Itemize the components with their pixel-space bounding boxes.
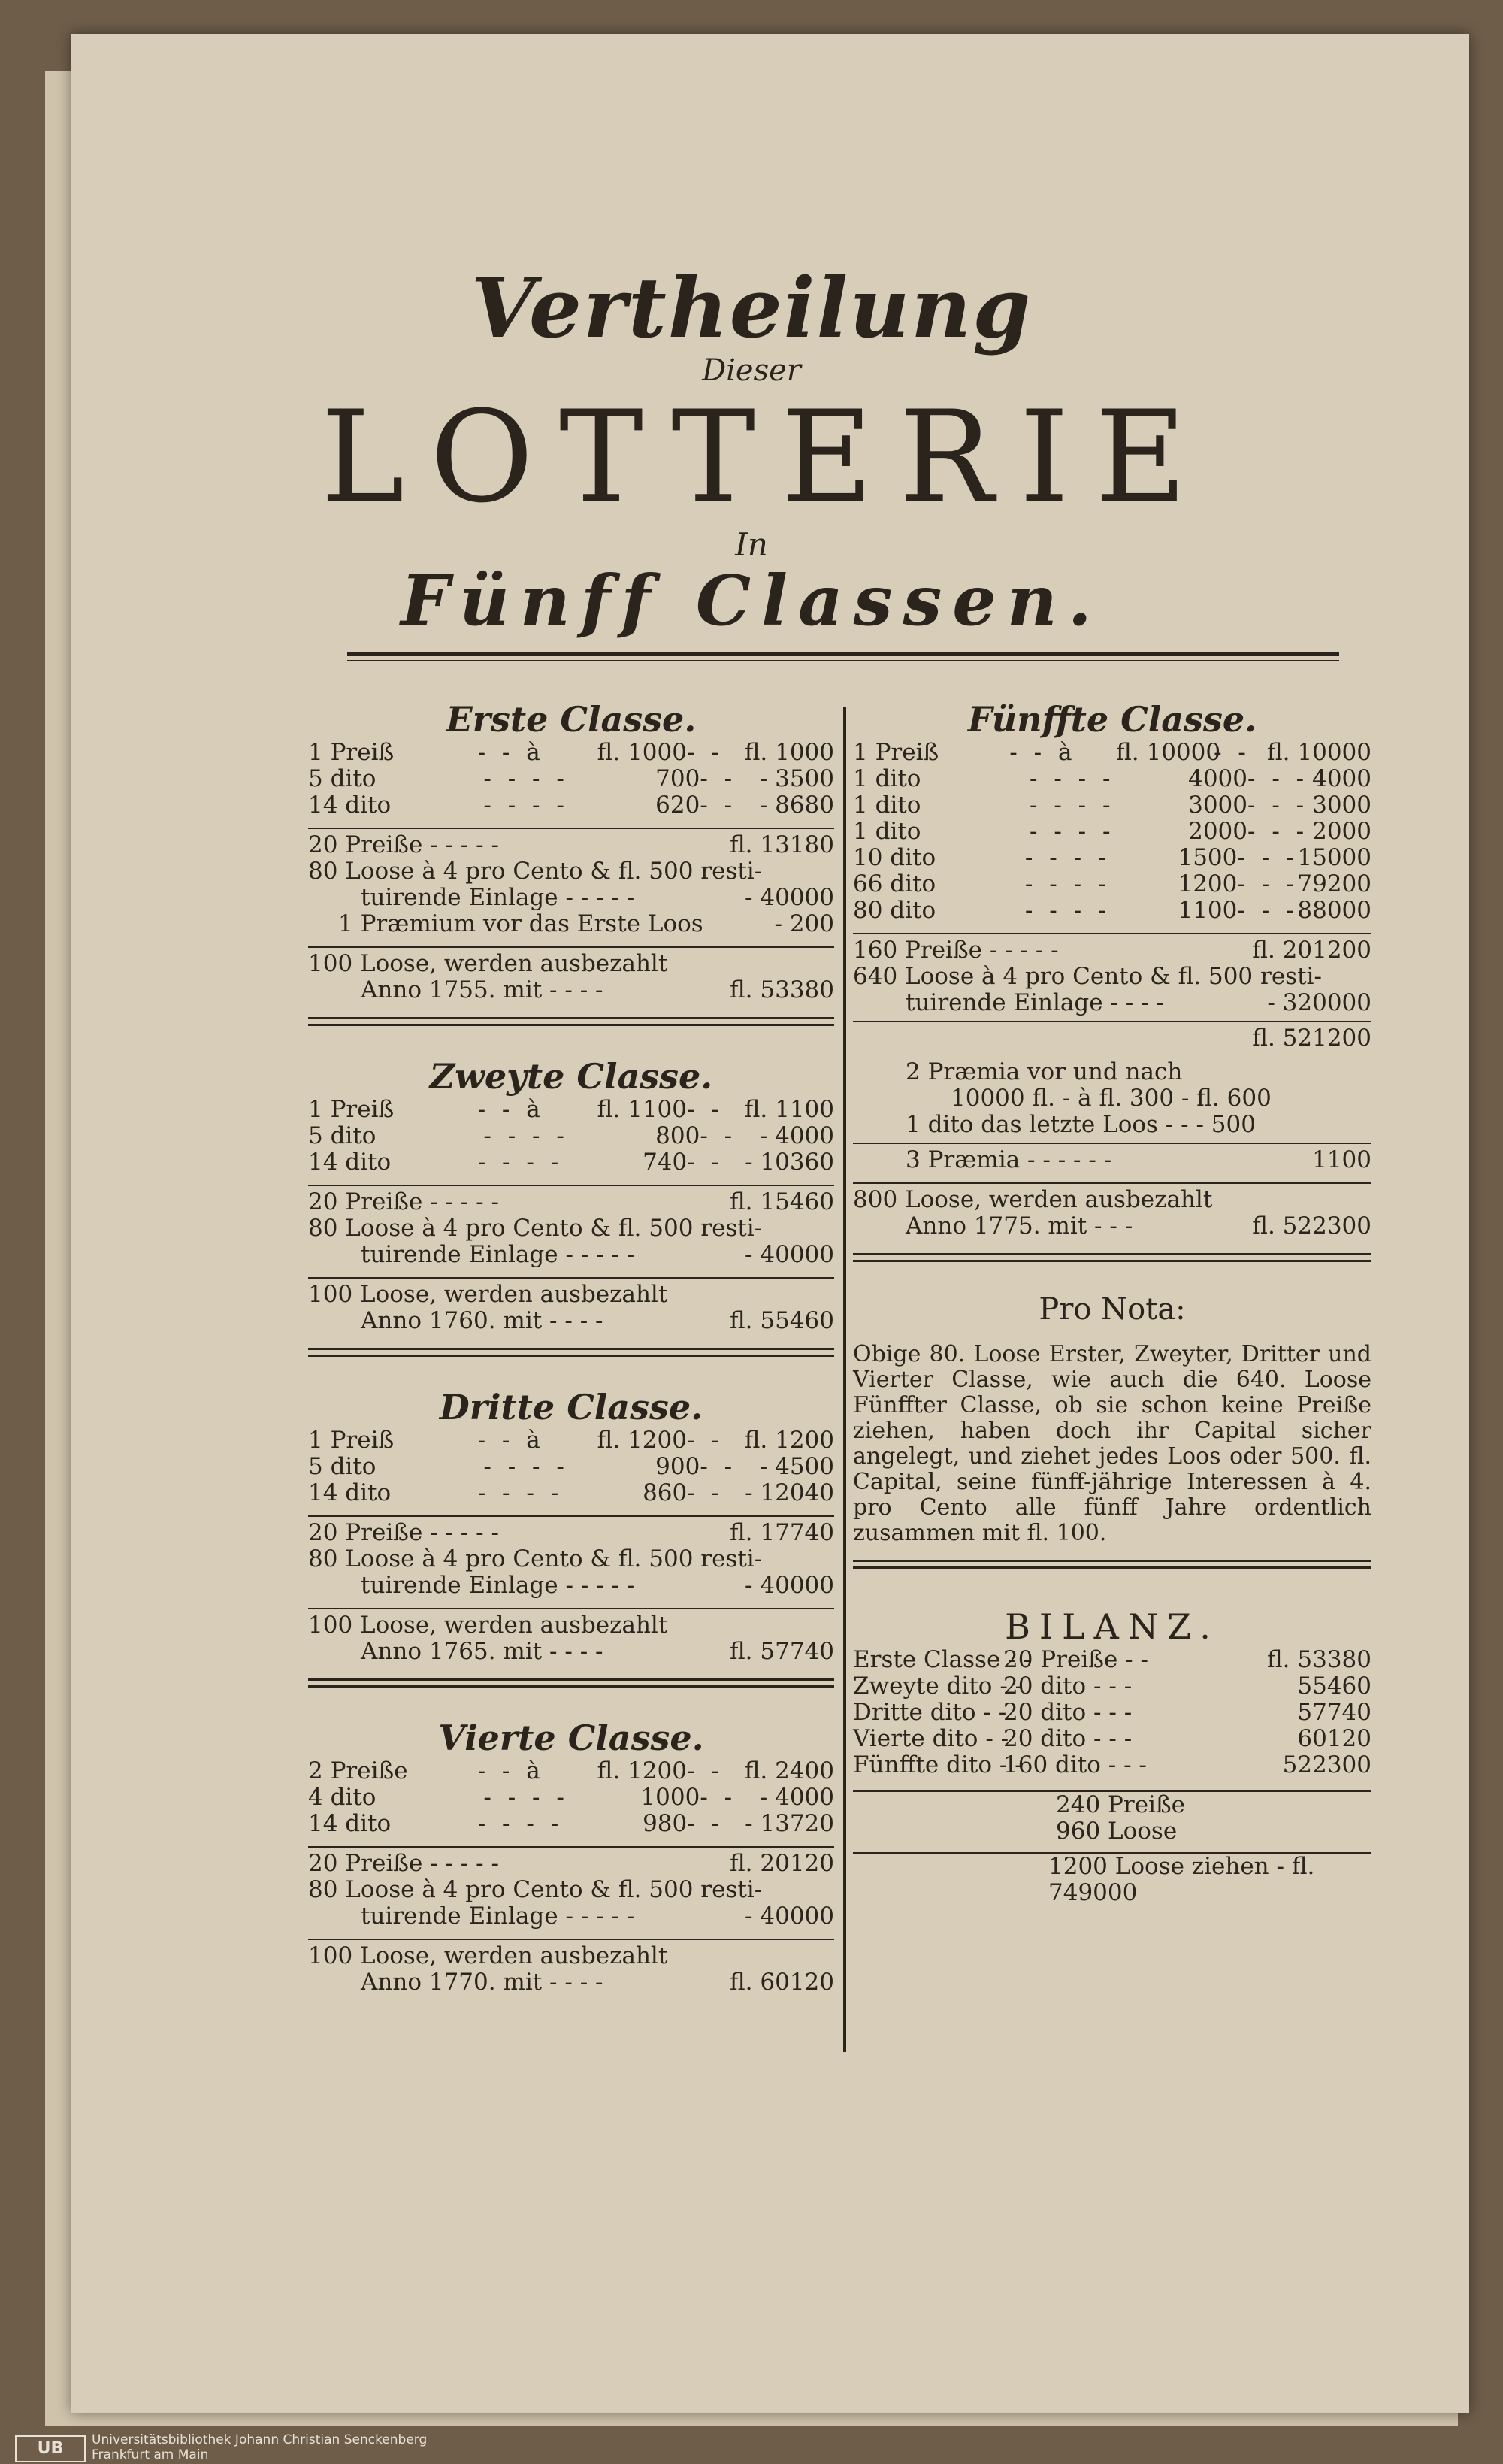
loose-label: tuirende Einlage - - - - - xyxy=(361,1241,635,1268)
extra-label: 1 Præmium vor das Erste Loos xyxy=(338,910,703,937)
pro-nota-text: Obige 80. Loose Erster, Zweyter, Dritter und Vierter Classe, wie auch die 640. Loose Fünffter Classe, ob sie schon keine Preiße ziehen, haben doch ihr Capital sicher angelegt, und ziehet jedes Loos oder 500. fl. Capital, seine fünff-jährige Interessen à 4. pro Cento alle fünff Jahre ordentlich zusammen mit fl. 100. xyxy=(853,1341,1371,1546)
sum-label: 20 Preiße - - - - - xyxy=(308,1850,499,1877)
paid-year: Anno 1775. mit - - - xyxy=(906,1212,1133,1240)
bilanz-prizes: 20 dito - - - xyxy=(1003,1725,1133,1752)
bilanz-grand-total: 1200 Loose ziehen - fl. 749000 xyxy=(853,1852,1371,1906)
bilanz-row xyxy=(853,1752,1371,1778)
paid-row xyxy=(308,1969,834,1996)
table-row xyxy=(308,1123,834,1149)
praemia-total-label: 3 Præmia - - - - - - xyxy=(906,1146,1112,1173)
table-row xyxy=(853,740,1371,766)
qty: 5 dito xyxy=(308,1122,377,1149)
bilanz-prizes: 20 dito - - - xyxy=(1003,1699,1133,1726)
loose-label: tuirende Einlage - - - - - xyxy=(361,884,635,911)
paid-value: fl. 522300 xyxy=(1252,1212,1371,1240)
table-row xyxy=(308,766,834,792)
loose-label: tuirende Einlage - - - - - xyxy=(361,1902,635,1930)
price: fl. 1100 xyxy=(597,1096,687,1123)
total: 88000 xyxy=(1297,897,1371,924)
sum-value: fl. 17740 xyxy=(729,1519,834,1546)
dash: - - - - xyxy=(1024,844,1111,871)
sum-value: fl. 20120 xyxy=(729,1850,834,1877)
table-row xyxy=(308,1097,834,1123)
paid-label: 100 Loose, werden ausbezahlt xyxy=(308,950,668,977)
dash: - - xyxy=(686,1096,724,1123)
bilanz-value: 55460 xyxy=(1297,1672,1371,1700)
dash: - - xyxy=(700,1784,737,1811)
total: fl. 10000 xyxy=(1267,739,1372,766)
paid-row xyxy=(308,1308,834,1334)
table-row xyxy=(308,1149,834,1176)
subtotal-value: fl. 521200 xyxy=(1252,1025,1371,1052)
loose-line: 80 Loose à 4 pro Cento & fl. 500 resti- xyxy=(308,858,763,885)
sum-label: 20 Preiße - - - - - xyxy=(308,831,499,858)
qty: 1 Preiß xyxy=(308,1427,395,1454)
qty: 14 dito xyxy=(308,792,392,819)
loose-value: - 40000 xyxy=(745,884,834,911)
loose-value: - 320000 xyxy=(1267,989,1371,1016)
loose-line: 80 Loose à 4 pro Cento & fl. 500 resti- xyxy=(308,1215,763,1242)
bilanz-value: 57740 xyxy=(1297,1699,1371,1726)
sum-row xyxy=(308,1846,834,1877)
total: - 10360 xyxy=(745,1149,835,1176)
paid-line xyxy=(853,1182,1371,1213)
loose-value: - 40000 xyxy=(745,1241,834,1268)
title-rule xyxy=(347,652,1339,656)
loose-row xyxy=(308,1573,834,1599)
separator xyxy=(308,1348,834,1357)
bilanz-total-loose: 960 Loose xyxy=(1056,1818,1178,1845)
loose-line: 80 Loose à 4 pro Cento & fl. 500 resti- xyxy=(308,1876,763,1903)
price: fl. 1200 xyxy=(597,1427,687,1454)
loose-row xyxy=(308,1242,834,1268)
price: 860 xyxy=(643,1479,688,1506)
dritte-heading: Dritte Classe. xyxy=(439,1387,703,1427)
paid-year: Anno 1770. mit - - - - xyxy=(361,1969,603,1996)
title-rule-thin xyxy=(347,660,1339,661)
library-credit xyxy=(92,2432,427,2462)
total: - 3500 xyxy=(759,765,834,792)
qty: 80 dito xyxy=(853,897,936,924)
total: 4000 xyxy=(1312,765,1371,792)
total: 3000 xyxy=(1312,792,1371,819)
qty: 14 dito xyxy=(308,1810,392,1837)
dash: - - - xyxy=(1247,765,1309,792)
total: - 13720 xyxy=(745,1810,835,1837)
dash: - - - - xyxy=(483,1122,569,1149)
zweyte-heading: Zweyte Classe. xyxy=(429,1056,713,1097)
dash: - - - - xyxy=(1030,818,1115,845)
table-row xyxy=(308,1784,834,1811)
bilanz-row xyxy=(853,1700,1371,1726)
dash: - - - - xyxy=(483,1784,569,1811)
table-row xyxy=(853,819,1371,845)
total: fl. 2400 xyxy=(744,1757,834,1784)
dash: - - - - xyxy=(1024,897,1111,924)
subtotal-row xyxy=(853,1021,1371,1052)
total: - 12040 xyxy=(745,1479,835,1506)
qty: 5 dito xyxy=(308,765,377,792)
extra-value: - 200 xyxy=(774,910,834,937)
paid-year: Anno 1760. mit - - - - xyxy=(361,1307,603,1334)
table-row xyxy=(853,845,1371,871)
dash: - - à xyxy=(477,739,545,766)
erste-heading: Erste Classe. xyxy=(446,699,697,740)
loose-label: tuirende Einlage - - - - - xyxy=(361,1572,635,1599)
paid-label: 800 Loose, werden ausbezahlt xyxy=(853,1186,1213,1213)
total: 2000 xyxy=(1312,818,1371,845)
dash: - - - - xyxy=(477,1479,564,1506)
table-row xyxy=(308,1454,834,1480)
dash: - - xyxy=(687,1149,724,1176)
paid-line xyxy=(308,1608,834,1639)
separator xyxy=(853,1560,1371,1569)
sum-value: fl. 15460 xyxy=(729,1188,834,1215)
table-row xyxy=(308,1758,834,1784)
praemia-total-row xyxy=(853,1143,1371,1173)
price: 3000 xyxy=(1188,792,1247,819)
vierte-classe xyxy=(308,1718,834,1996)
sum-row xyxy=(308,828,834,858)
paid-line xyxy=(308,1939,834,1969)
qty: 14 dito xyxy=(308,1149,392,1176)
sum-row xyxy=(308,1185,834,1215)
loose-line: 80 Loose à 4 pro Cento & fl. 500 resti- xyxy=(308,1545,763,1573)
total: - 4000 xyxy=(759,1122,834,1149)
total: - 8680 xyxy=(759,792,834,819)
total: fl. 1000 xyxy=(744,739,834,766)
paid-value: fl. 60120 xyxy=(729,1969,834,1996)
price: fl. 10000 xyxy=(1116,739,1221,766)
loose-row xyxy=(308,885,834,911)
fuenffte-heading: Fünffte Classe. xyxy=(967,699,1257,740)
title-in: In xyxy=(735,526,768,563)
bilanz-prizes: 160 dito - - - xyxy=(1003,1751,1147,1778)
separator xyxy=(853,1253,1371,1262)
dash: - - - - xyxy=(483,1453,569,1480)
paid-row xyxy=(853,1213,1371,1240)
total: 79200 xyxy=(1297,870,1371,898)
bilanz-class: Dritte dito - - xyxy=(853,1699,1007,1726)
bilanz-prizes: 20 dito - - - xyxy=(1003,1672,1133,1700)
pro-nota-heading: Pro Nota: xyxy=(1039,1292,1186,1327)
sum-row xyxy=(308,1515,834,1546)
title-dieser: Dieser xyxy=(702,353,801,388)
praemia-total-value: 1100 xyxy=(1312,1146,1371,1173)
title-vertheilung: Vertheilung xyxy=(470,259,1033,356)
qty: 2 Preiße xyxy=(308,1757,408,1784)
dash: - - xyxy=(687,1810,724,1837)
table-row xyxy=(308,1427,834,1454)
bilanz-class: Zweyte dito - - xyxy=(853,1672,1024,1700)
dash: - - - xyxy=(1247,818,1309,845)
dash: - - à xyxy=(1009,739,1077,766)
total: - 4500 xyxy=(759,1453,834,1480)
qty: 1 Preiß xyxy=(308,739,395,766)
dash: - - à xyxy=(477,1757,545,1784)
table-row xyxy=(308,1480,834,1506)
dash: - - - xyxy=(1237,844,1299,871)
loose-value: - 40000 xyxy=(745,1572,834,1599)
bilanz-row xyxy=(853,1647,1371,1673)
bilanz-row xyxy=(853,1673,1371,1700)
dash: - - - - xyxy=(1024,870,1111,898)
dash: - - - - xyxy=(1030,792,1115,819)
dash: - - xyxy=(687,1479,724,1506)
loose-row xyxy=(853,990,1371,1016)
paid-row xyxy=(308,1639,834,1665)
loose-row xyxy=(308,1903,834,1930)
table-row xyxy=(308,792,834,819)
price: 740 xyxy=(643,1149,688,1176)
dash: - - xyxy=(686,1757,724,1784)
price: 800 xyxy=(655,1122,700,1149)
sum-label: 20 Preiße - - - - - xyxy=(308,1519,499,1546)
bilanz-row xyxy=(853,1726,1371,1752)
table-row xyxy=(308,1811,834,1837)
dash: - - xyxy=(686,739,724,766)
dash: - - xyxy=(700,1453,737,1480)
total: 15000 xyxy=(1297,844,1371,871)
dash: - - xyxy=(1214,739,1250,766)
separator xyxy=(308,1017,834,1026)
bilanz-value: 60120 xyxy=(1297,1725,1371,1752)
library-credit-line-1: Universitätsbibliothek Johann Christian Senckenberg xyxy=(92,2432,428,2447)
dash: - - - xyxy=(1237,897,1299,924)
dash: - - xyxy=(686,1427,724,1454)
bilanz-heading: BILANZ. xyxy=(1005,1606,1220,1647)
dash: - - - xyxy=(1237,870,1299,898)
dritte-classe xyxy=(308,1387,834,1688)
bilanz-value: fl. 53380 xyxy=(1266,1646,1371,1673)
qty: 1 dito xyxy=(853,818,921,845)
price: 620 xyxy=(655,792,700,819)
dash: - - - xyxy=(1247,792,1309,819)
price: 1000 xyxy=(640,1784,700,1811)
qty: 1 Preiß xyxy=(853,739,939,766)
qty: 1 dito xyxy=(853,765,921,792)
price: fl. 1000 xyxy=(597,739,687,766)
qty: 5 dito xyxy=(308,1453,377,1480)
dash: - - xyxy=(700,1122,737,1149)
table-row xyxy=(853,898,1371,924)
extra-row xyxy=(308,911,834,937)
bilanz-total-prizes: 240 Preiße xyxy=(853,1790,1371,1818)
dash: - - - - xyxy=(483,765,569,792)
price: fl. 1200 xyxy=(597,1757,687,1784)
paid-value: fl. 55460 xyxy=(729,1307,834,1334)
total: - 4000 xyxy=(759,1784,834,1811)
paid-label: 100 Loose, werden ausbezahlt xyxy=(308,1281,668,1308)
paid-year: Anno 1755. mit - - - - xyxy=(361,976,603,1003)
paid-row xyxy=(308,977,834,1003)
qty: 10 dito xyxy=(853,844,936,871)
separator xyxy=(308,1678,834,1688)
sum-label: 20 Preiße - - - - - xyxy=(308,1188,499,1215)
praemia-line-2: 10000 fl. - à fl. 300 - fl. 600 xyxy=(951,1085,1272,1112)
price: 2000 xyxy=(1188,818,1247,845)
price: 900 xyxy=(655,1453,700,1480)
price: 1200 xyxy=(1178,870,1238,898)
paid-value: fl. 53380 xyxy=(729,976,834,1003)
paid-label: 100 Loose, werden ausbezahlt xyxy=(308,1942,668,1969)
dash: - - xyxy=(700,765,737,792)
praemia-line-3: 1 dito das letzte Loos - - - 500 xyxy=(906,1111,1256,1138)
price: 1500 xyxy=(1178,844,1238,871)
table-row xyxy=(853,792,1371,819)
bilanz-prizes: 20 Preiße - - xyxy=(1003,1646,1148,1673)
table-row xyxy=(853,871,1371,898)
sum-value: fl. 13180 xyxy=(729,831,834,858)
bilanz-class: Erste Classe - - xyxy=(853,1646,1031,1673)
paid-line xyxy=(308,1277,834,1308)
qty: 1 dito xyxy=(853,792,921,819)
ub-logo: UB xyxy=(15,2435,86,2462)
qty: 1 Preiß xyxy=(308,1096,395,1123)
price: 1100 xyxy=(1178,897,1238,924)
praemia-line-1: 2 Præmia vor und nach xyxy=(906,1058,1183,1085)
qty: 4 dito xyxy=(308,1784,377,1811)
table-row xyxy=(308,740,834,766)
paid-line xyxy=(308,946,834,977)
paid-year: Anno 1765. mit - - - - xyxy=(361,1638,603,1665)
table-row xyxy=(853,766,1371,792)
price: 980 xyxy=(643,1810,688,1837)
loose-label: tuirende Einlage - - - - xyxy=(906,989,1164,1016)
dash: - - - - xyxy=(483,792,569,819)
dash: - - à xyxy=(477,1096,545,1123)
zweyte-classe xyxy=(308,1056,834,1357)
bilanz-class: Vierte dito - - xyxy=(853,1725,1009,1752)
loose-line: 640 Loose à 4 pro Cento & fl. 500 resti- xyxy=(853,963,1322,990)
paid-value: fl. 57740 xyxy=(729,1638,834,1665)
dash: - - xyxy=(700,792,737,819)
bilanz-class: Fünffte dito - - xyxy=(853,1751,1023,1778)
dash: - - - - xyxy=(477,1810,564,1837)
sum-label: 160 Preiße - - - - - xyxy=(853,937,1059,964)
title-lotterie: LOTTERIE xyxy=(320,383,1213,531)
dash: - - à xyxy=(477,1427,545,1454)
total: fl. 1100 xyxy=(744,1096,834,1123)
price: 700 xyxy=(655,765,700,792)
total: fl. 1200 xyxy=(744,1427,834,1454)
library-credit-line-2: Frankfurt am Main xyxy=(92,2447,209,2462)
sum-value: fl. 201200 xyxy=(1252,937,1371,964)
dash: - - - - xyxy=(477,1149,564,1176)
loose-value: - 40000 xyxy=(745,1902,834,1930)
vierte-heading: Vierte Classe. xyxy=(438,1718,704,1758)
paid-label: 100 Loose, werden ausbezahlt xyxy=(308,1612,668,1639)
erste-classe xyxy=(308,699,834,1026)
bilanz-value: 522300 xyxy=(1282,1751,1371,1778)
sum-row xyxy=(853,933,1371,964)
column-divider xyxy=(843,707,846,2052)
fuenffte-classe xyxy=(853,699,1371,1906)
title-fuenff-classen: Fünff Classen. xyxy=(401,560,1102,641)
dash: - - - - xyxy=(1030,765,1115,792)
price: 4000 xyxy=(1188,765,1247,792)
qty: 14 dito xyxy=(308,1479,392,1506)
qty: 66 dito xyxy=(853,870,936,898)
